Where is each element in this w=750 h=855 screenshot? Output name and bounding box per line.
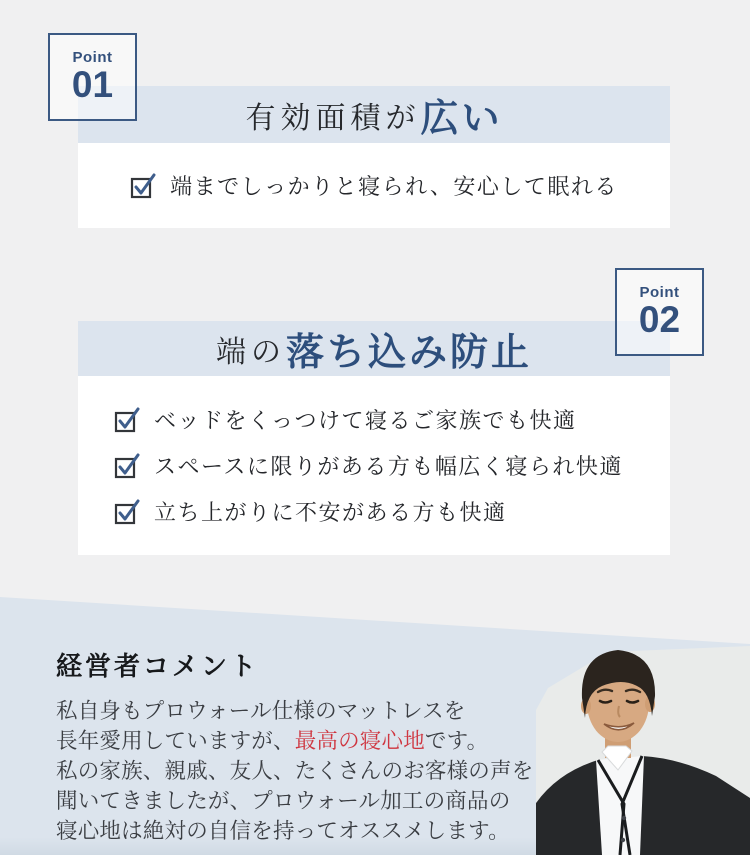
checklist-item-label: スペースに限りがある方も幅広く寝られ快適: [154, 454, 623, 479]
heading2-normal: 端の: [215, 335, 286, 369]
comment-line: 私の家族、親戚、友人、たくさんのお客様の声を: [56, 759, 534, 783]
checklist-item-label: 立ち上がりに不安がある方も快適: [154, 500, 507, 525]
checklist-item-label: 端までしっかりと寝られ、安心して眠れる: [170, 174, 618, 199]
point-badge-label: Point: [639, 284, 680, 302]
comment-heading: 経営者コメント: [56, 651, 260, 681]
manager-comment: [56, 646, 556, 846]
checklist-item: [130, 170, 618, 201]
comment-line: 長年愛用していますが、最高の寝心地です。: [56, 729, 489, 753]
point-badge-number: 02: [638, 299, 681, 341]
heading-band-point1: [78, 86, 670, 143]
manager-photo: [536, 646, 750, 855]
checklist-item-label: ベッドをくっつけて寝るご家族でも快適: [154, 408, 577, 433]
heading1-emphasis: 広い: [420, 98, 503, 140]
heading-band-point2: [78, 321, 670, 376]
comment-body: [56, 696, 556, 846]
checkbox-checked-icon: [130, 172, 157, 199]
checklist-item: [114, 496, 670, 527]
point-badge-label: Point: [72, 49, 113, 67]
checkbox-checked-icon: [114, 498, 141, 525]
comment-line: 寝心地は絶対の自信を持ってオススメします。: [56, 819, 510, 843]
heading2-emphasis: 落ち込み防止: [285, 332, 532, 374]
point2-badge: [615, 268, 704, 356]
checklist-item: [114, 404, 670, 435]
point2-content-box: [78, 376, 670, 555]
comment-emphasis-red: 最高の寝心地: [294, 729, 425, 753]
heading1-normal: 有効面積が: [245, 101, 421, 135]
checklist-item: [114, 450, 670, 481]
comment-line: 私自身もプロウォール仕様のマットレスを: [56, 699, 466, 723]
checkbox-checked-icon: [114, 406, 141, 433]
checkbox-checked-icon: [114, 452, 141, 479]
point-badge-number: 01: [71, 64, 114, 106]
comment-line: 聞いてきましたが、プロウォール加工の商品の: [56, 789, 511, 813]
point1-content-box: [78, 143, 670, 228]
point1-badge: [48, 33, 137, 121]
